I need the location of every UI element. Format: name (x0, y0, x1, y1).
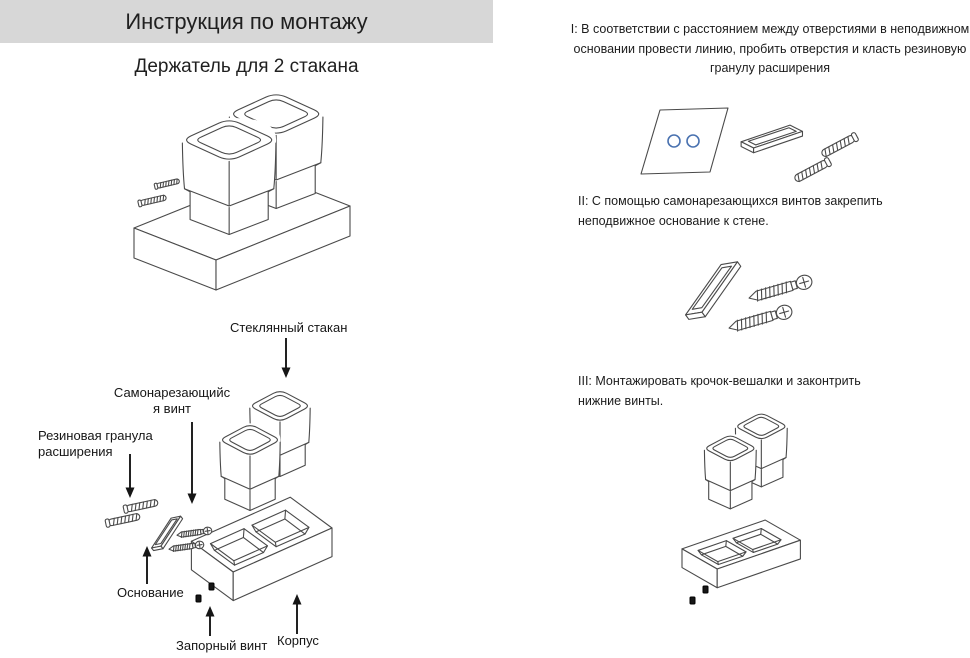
label-text: я винт (153, 401, 191, 416)
label-text: Стеклянный стакан (230, 320, 348, 335)
product-title: Держатель для 2 стакана (134, 56, 359, 77)
label-text: Корпус (277, 633, 319, 648)
label-glass-cup (230, 320, 347, 336)
base-bracket-drawing (674, 256, 753, 326)
rubber-plug-drawing (820, 132, 859, 159)
step-2-text (578, 192, 970, 231)
body-tray-drawing (682, 520, 800, 588)
label-rubber-plug (38, 428, 153, 460)
glass-cup-drawing (220, 423, 281, 511)
base-bracket-drawing (741, 125, 802, 153)
title-bar (0, 0, 493, 43)
wall-plate-drawing (641, 108, 728, 174)
page-title: Инструкция по монтажу (125, 8, 368, 34)
label-self-tapping-screw (110, 385, 234, 417)
step-3-line: нижние винты. (578, 393, 664, 408)
mounting-stud-drawing (154, 178, 180, 190)
drill-hole (668, 135, 680, 147)
label-text: Запорный винт (176, 638, 268, 653)
step-3-illustration (640, 402, 920, 637)
label-base (117, 585, 184, 601)
label-text: Резиновая гранула (38, 428, 153, 443)
step-3-line: III: Монтажировать крочок-вешалки и законтрить (578, 374, 861, 388)
label-text: Самонарезающийс (113, 385, 231, 400)
rubber-plug-drawing (105, 512, 141, 527)
assembled-product-drawing (120, 88, 400, 313)
locking-set-screw (703, 586, 708, 593)
glass-cup-drawing (704, 434, 756, 509)
mounting-stud-drawing (138, 194, 167, 207)
glass-cup-drawing (182, 118, 276, 235)
step-1-line: I: В соответствии с расстоянием между отверстиями в неподвижном (570, 22, 970, 36)
self-tapping-screw-drawing (727, 303, 793, 334)
step-2-line: неподвижное основание к стене. (578, 213, 769, 228)
label-text: Основание (117, 585, 184, 600)
locking-set-screw (690, 597, 695, 604)
self-tapping-screw-drawing (747, 273, 813, 304)
step-1-text (570, 20, 970, 79)
label-locking-screw (176, 638, 267, 654)
step-1-line: гранулу расширения (709, 61, 831, 75)
step-2-line: II: С помощью самонарезающихся винтов закрепить (578, 194, 883, 208)
step-2-illustration (662, 245, 902, 360)
drill-hole (687, 135, 699, 147)
label-body (277, 633, 319, 649)
step-1-illustration (628, 95, 928, 190)
step-1-line: основании провести линию, пробить отверстия и класть резиновую (573, 41, 967, 56)
locking-set-screw (196, 595, 201, 602)
label-text: расширения (38, 444, 113, 459)
locking-set-screw (209, 583, 214, 590)
rubber-plug-drawing (123, 498, 159, 513)
rubber-plug-drawing (793, 157, 832, 184)
exploded-view-drawing (25, 318, 375, 658)
